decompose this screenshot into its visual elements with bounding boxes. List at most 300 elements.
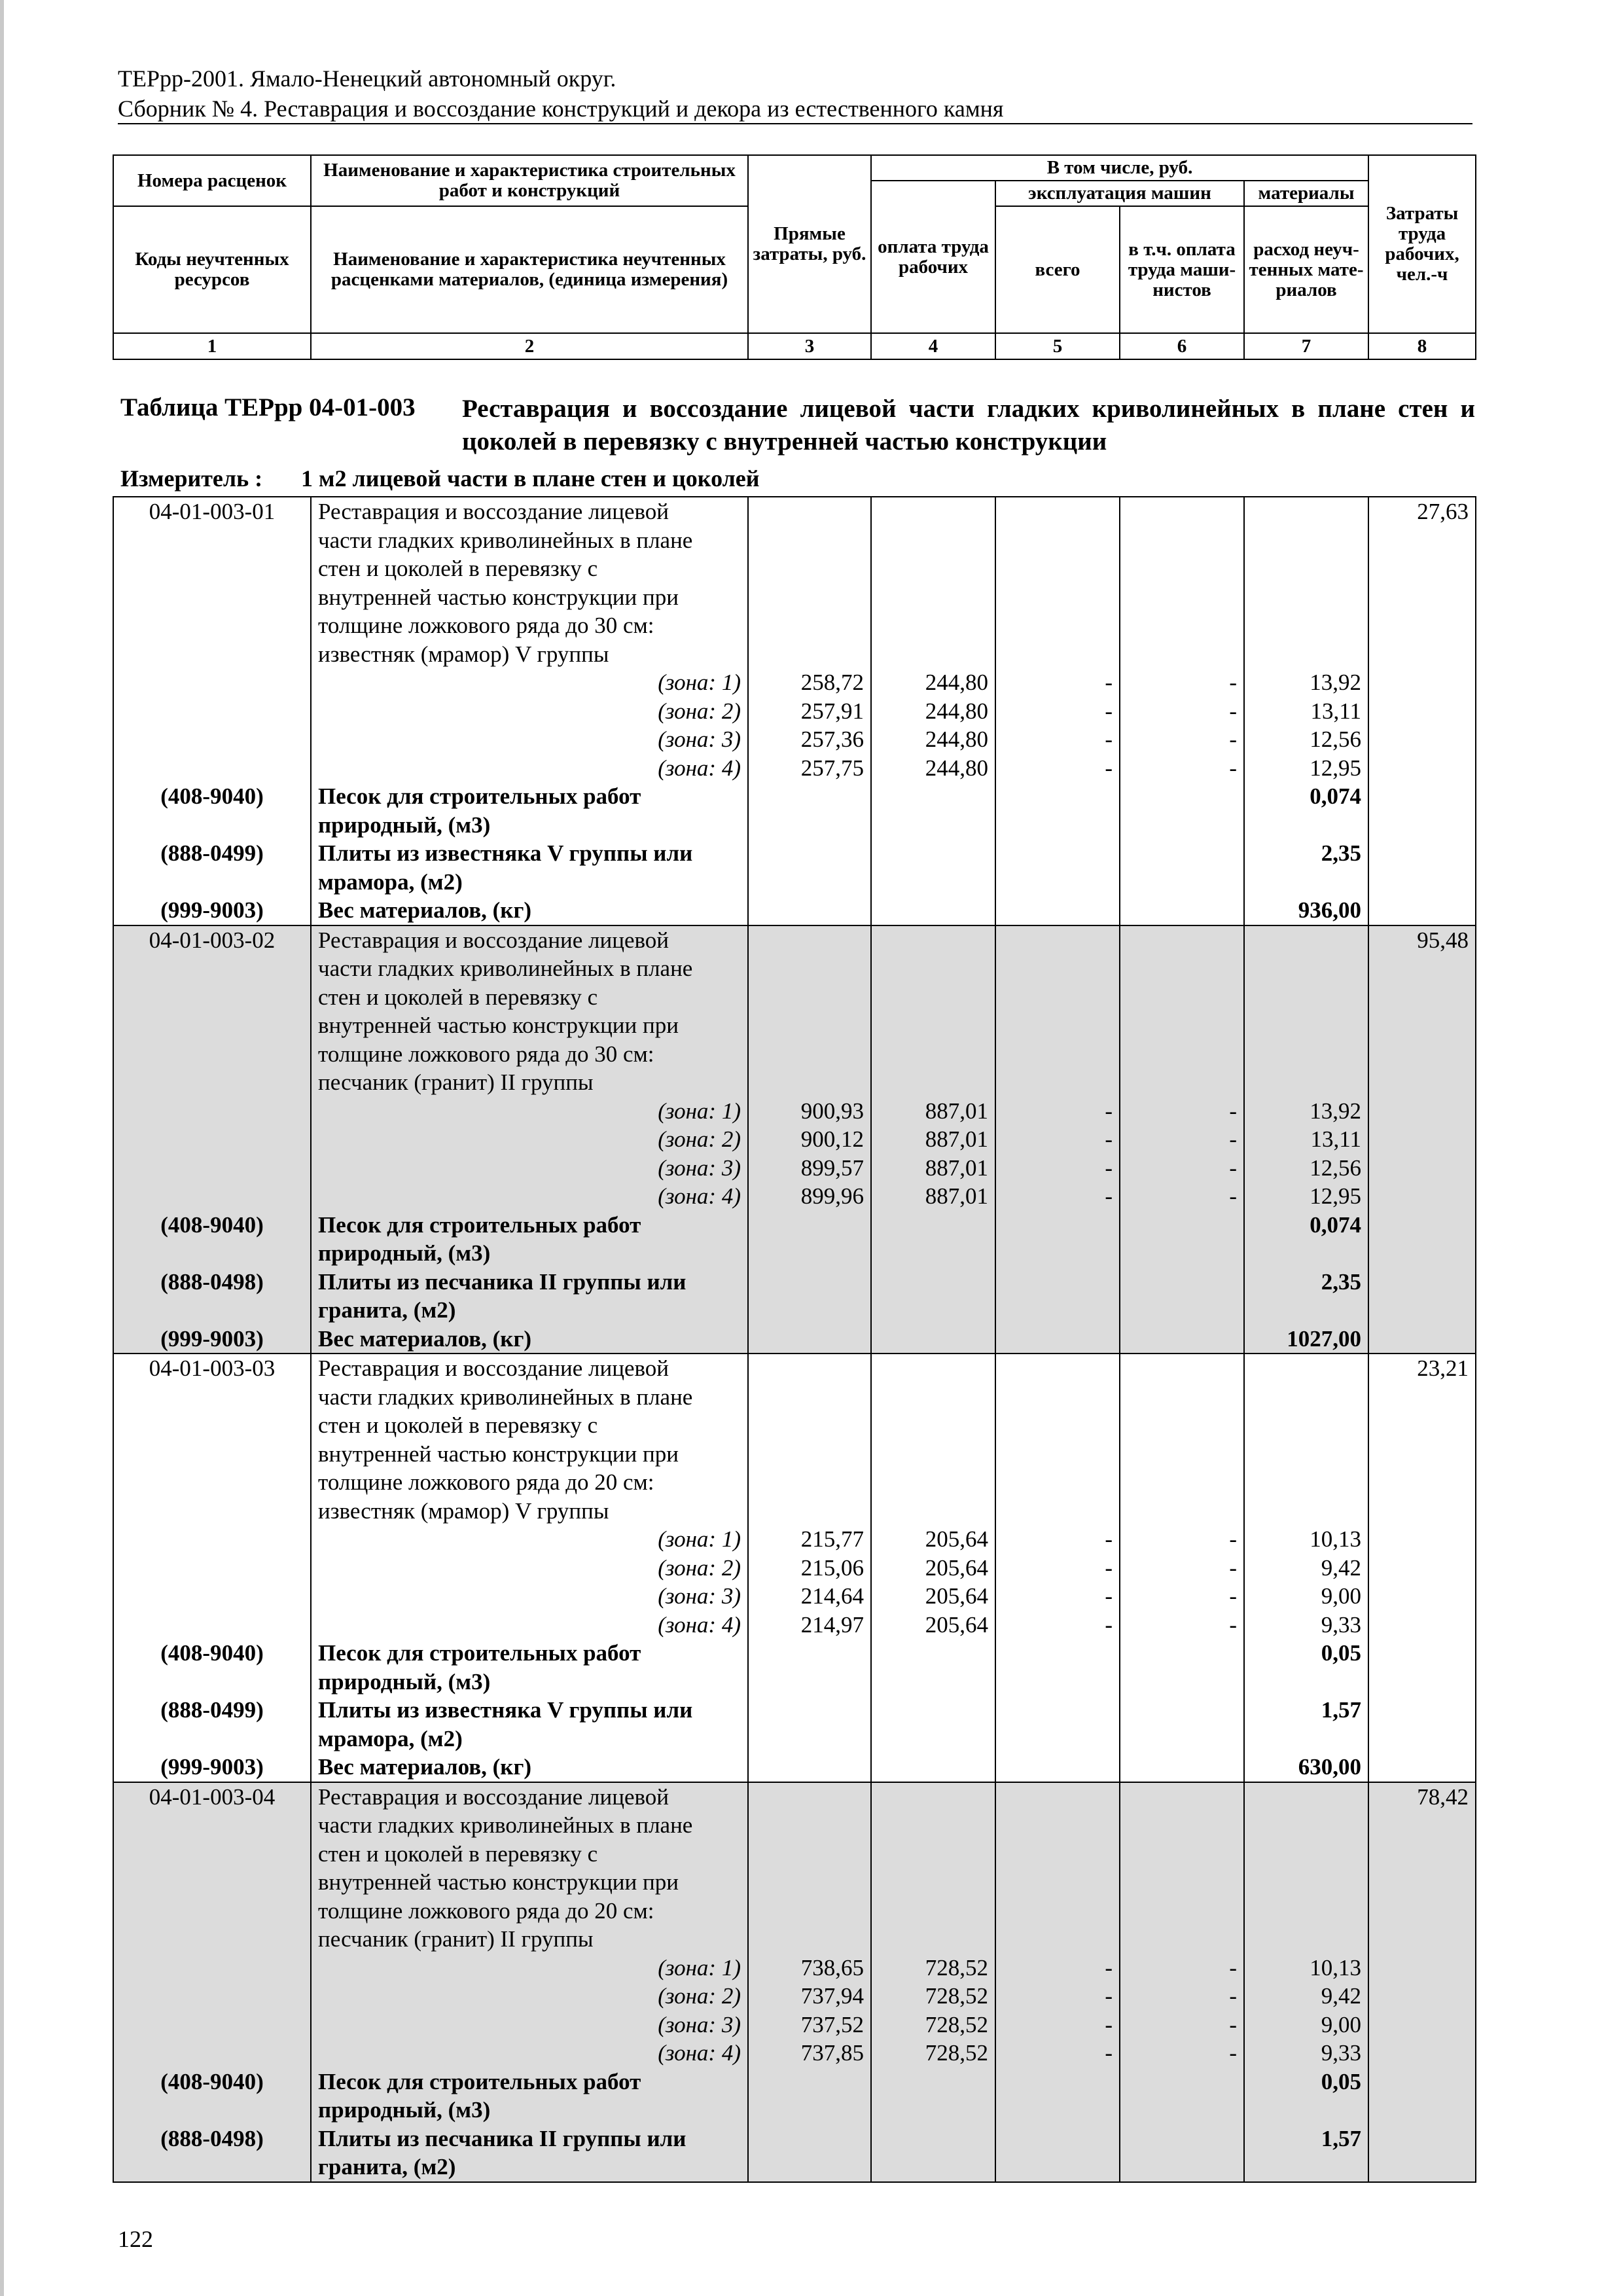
- cell-labor-hours: [1368, 2068, 1476, 2096]
- cell-machinists-pay: [1120, 611, 1244, 640]
- cell-description: известняк (мрамор) V группы: [311, 640, 748, 669]
- cell-machines-total: [995, 1268, 1120, 1297]
- cell-labor-pay: [871, 1925, 995, 1954]
- cell-code: [113, 1582, 311, 1611]
- table-row: [113, 954, 1476, 983]
- cell-machines-total: [995, 611, 1120, 640]
- table-row: [113, 896, 1476, 925]
- cell-labor-pay: 728,52: [871, 2011, 995, 2039]
- cell-machines-total: [995, 1897, 1120, 1926]
- cell-description: (зона: 1): [311, 1954, 748, 1982]
- col-num-1: 1: [113, 333, 311, 359]
- table-row: [113, 2011, 1476, 2039]
- cell-direct-cost: [748, 583, 871, 612]
- cell-machines-total: [995, 1668, 1120, 1696]
- cell-code: [113, 1525, 311, 1554]
- cell-code: [113, 1383, 311, 1412]
- cell-labor-hours: [1368, 1753, 1476, 1782]
- cell-direct-cost: 257,91: [748, 697, 871, 726]
- cell-direct-cost: 899,57: [748, 1154, 871, 1183]
- cell-code: [113, 868, 311, 897]
- cell-direct-cost: [748, 1811, 871, 1840]
- cell-materials: [1244, 811, 1368, 840]
- cell-machinists-pay: [1120, 1068, 1244, 1097]
- cell-code: [113, 1440, 311, 1469]
- cell-labor-hours: [1368, 1868, 1476, 1897]
- table-row: [113, 1468, 1476, 1497]
- cell-direct-cost: 257,36: [748, 725, 871, 754]
- cell-direct-cost: 258,72: [748, 668, 871, 697]
- cell-labor-hours: [1368, 1125, 1476, 1154]
- cell-description: природный, (м3): [311, 2096, 748, 2125]
- cell-machines-total: [995, 1211, 1120, 1240]
- cell-machines-total: [995, 2153, 1120, 2182]
- cell-machinists-pay: [1120, 1011, 1244, 1040]
- cell-labor-hours: [1368, 1582, 1476, 1611]
- cell-machines-total: -: [995, 1125, 1120, 1154]
- cell-machinists-pay: -: [1120, 1154, 1244, 1183]
- cell-machines-total: -: [995, 1611, 1120, 1640]
- cell-labor-pay: [871, 1068, 995, 1097]
- col-num-6: 6: [1120, 333, 1244, 359]
- cell-machines-total: [995, 2096, 1120, 2125]
- cell-materials: [1244, 1239, 1368, 1268]
- cell-labor-pay: [871, 1296, 995, 1325]
- cell-machines-total: [995, 1725, 1120, 1753]
- cell-machinists-pay: -: [1120, 668, 1244, 697]
- cell-description: Песок для строительных работ: [311, 782, 748, 811]
- cell-labor-hours: [1368, 811, 1476, 840]
- cell-direct-cost: 899,96: [748, 1182, 871, 1211]
- cell-direct-cost: [748, 1239, 871, 1268]
- cell-materials: 10,13: [1244, 1954, 1368, 1982]
- cell-machines-total: [995, 868, 1120, 897]
- col-vsego-header: всего: [995, 206, 1120, 333]
- cell-description: природный, (м3): [311, 811, 748, 840]
- cell-description: Плиты из известняка V группы или: [311, 1696, 748, 1725]
- table-row: [113, 526, 1476, 555]
- cell-labor-hours: [1368, 640, 1476, 669]
- cell-code: [113, 1925, 311, 1954]
- cell-machinists-pay: -: [1120, 1982, 1244, 2011]
- table-row: [113, 1154, 1476, 1183]
- cell-materials: 12,95: [1244, 1182, 1368, 1211]
- cell-direct-cost: [748, 611, 871, 640]
- table-row: [113, 1811, 1476, 1840]
- cell-machines-total: [995, 983, 1120, 1012]
- col-zatraty-header: Затраты труда рабочих, чел.-ч: [1368, 155, 1476, 333]
- cell-code: [113, 668, 311, 697]
- cell-labor-hours: [1368, 1954, 1476, 1982]
- cell-description: природный, (м3): [311, 1239, 748, 1268]
- cell-labor-hours: [1368, 1411, 1476, 1440]
- cell-machines-total: [995, 583, 1120, 612]
- cell-machinists-pay: [1120, 1296, 1244, 1325]
- cell-labor-hours: [1368, 1325, 1476, 1354]
- cell-description: толщине ложкового ряда до 30 см:: [311, 1040, 748, 1069]
- table-row: [113, 1011, 1476, 1040]
- col-num-5: 5: [995, 333, 1120, 359]
- cell-description: песчаник (гранит) II группы: [311, 1068, 748, 1097]
- cell-description: части гладких криволинейных в плане: [311, 1383, 748, 1412]
- cell-labor-pay: [871, 1782, 995, 1812]
- col-materialy-header: материалы: [1244, 181, 1368, 206]
- cell-code: (999-9003): [113, 1325, 311, 1354]
- cell-materials: [1244, 640, 1368, 669]
- cell-description: (зона: 2): [311, 697, 748, 726]
- col-vtch-header: в т.ч. оплата труда маши- нистов: [1120, 206, 1244, 333]
- cell-code: (888-0498): [113, 2125, 311, 2153]
- cell-materials: 0,074: [1244, 782, 1368, 811]
- cell-code: [113, 1897, 311, 1926]
- cell-direct-cost: [748, 1725, 871, 1753]
- cell-labor-hours: [1368, 1639, 1476, 1668]
- cell-direct-cost: [748, 1068, 871, 1097]
- cell-labor-hours: [1368, 2125, 1476, 2153]
- cell-direct-cost: 900,12: [748, 1125, 871, 1154]
- cell-materials: 13,11: [1244, 697, 1368, 726]
- cell-materials: [1244, 1296, 1368, 1325]
- table-row: [113, 1954, 1476, 1982]
- cell-code: [113, 640, 311, 669]
- cell-labor-pay: 244,80: [871, 697, 995, 726]
- cell-labor-pay: [871, 1468, 995, 1497]
- table-row: [113, 1611, 1476, 1640]
- cell-code: [113, 2153, 311, 2182]
- cell-materials: 936,00: [1244, 896, 1368, 925]
- col-num-4: 4: [871, 333, 995, 359]
- cell-code: [113, 1239, 311, 1268]
- cell-direct-cost: [748, 1211, 871, 1240]
- cell-machines-total: [995, 1782, 1120, 1812]
- table-row: [113, 2039, 1476, 2068]
- cell-labor-pay: 205,64: [871, 1582, 995, 1611]
- cell-description: известняк (мрамор) V группы: [311, 1497, 748, 1526]
- cell-description: внутренней частью конструкции при: [311, 1011, 748, 1040]
- table-row: [113, 983, 1476, 1012]
- cell-machines-total: -: [995, 668, 1120, 697]
- cell-materials: [1244, 954, 1368, 983]
- cell-labor-pay: [871, 1411, 995, 1440]
- cell-labor-pay: [871, 1840, 995, 1869]
- header-rule: [118, 123, 1472, 124]
- cell-labor-hours: [1368, 1668, 1476, 1696]
- cell-labor-hours: [1368, 2039, 1476, 2068]
- cell-machinists-pay: [1120, 497, 1244, 526]
- cell-description: (зона: 4): [311, 754, 748, 783]
- cell-direct-cost: [748, 1040, 871, 1069]
- header-title: ТЕРрр-2001. Ямало-Ненецкий автономный округ.: [118, 65, 616, 92]
- cell-direct-cost: [748, 2125, 871, 2153]
- cell-labor-hours: [1368, 1011, 1476, 1040]
- cell-machinists-pay: [1120, 839, 1244, 868]
- cell-machines-total: [995, 1325, 1120, 1354]
- cell-machines-total: -: [995, 2011, 1120, 2039]
- cell-description: Песок для строительных работ: [311, 1639, 748, 1668]
- cell-labor-pay: [871, 526, 995, 555]
- cell-machinists-pay: [1120, 1211, 1244, 1240]
- cell-direct-cost: [748, 1354, 871, 1383]
- cell-code: 04-01-003-03: [113, 1354, 311, 1383]
- cell-materials: [1244, 868, 1368, 897]
- cell-materials: [1244, 1668, 1368, 1696]
- cell-materials: [1244, 583, 1368, 612]
- cell-labor-hours: [1368, 1725, 1476, 1753]
- cell-machinists-pay: -: [1120, 1182, 1244, 1211]
- cell-machinists-pay: -: [1120, 754, 1244, 783]
- cell-machinists-pay: [1120, 1325, 1244, 1354]
- cell-labor-hours: [1368, 983, 1476, 1012]
- table-row: [113, 1897, 1476, 1926]
- table-row: [113, 811, 1476, 840]
- cell-machinists-pay: -: [1120, 1125, 1244, 1154]
- cell-code: (408-9040): [113, 782, 311, 811]
- cell-code: [113, 1954, 311, 1982]
- cell-direct-cost: 214,64: [748, 1582, 871, 1611]
- cell-description: стен и цоколей в перевязку с: [311, 1411, 748, 1440]
- table-row: [113, 1668, 1476, 1696]
- table-row: [113, 1354, 1476, 1383]
- cell-materials: 0,05: [1244, 1639, 1368, 1668]
- cell-labor-hours: [1368, 896, 1476, 925]
- cell-labor-hours: [1368, 1696, 1476, 1725]
- cell-materials: [1244, 1811, 1368, 1840]
- cell-machines-total: [995, 1868, 1120, 1897]
- cell-labor-pay: [871, 1383, 995, 1412]
- cell-code: [113, 1668, 311, 1696]
- cell-labor-pay: [871, 554, 995, 583]
- cell-labor-hours: [1368, 868, 1476, 897]
- cell-machines-total: [995, 1925, 1120, 1954]
- cell-description: Реставрация и воссоздание лицевой: [311, 497, 748, 526]
- table-label: Таблица ТЕРрр 04-01-003: [120, 393, 416, 422]
- cell-materials: 9,33: [1244, 2039, 1368, 2068]
- cell-machines-total: [995, 925, 1120, 955]
- cell-direct-cost: 215,06: [748, 1554, 871, 1583]
- table-row: [113, 611, 1476, 640]
- table-row: [113, 2153, 1476, 2182]
- cell-code: (888-0499): [113, 1696, 311, 1725]
- cell-code: [113, 1125, 311, 1154]
- table-row: [113, 697, 1476, 726]
- cell-labor-pay: [871, 1897, 995, 1926]
- cell-labor-hours: 23,21: [1368, 1354, 1476, 1383]
- table-row: [113, 1440, 1476, 1469]
- page-number: 122: [118, 2226, 153, 2252]
- cell-direct-cost: [748, 2096, 871, 2125]
- cell-labor-pay: [871, 583, 995, 612]
- cell-machinists-pay: -: [1120, 1097, 1244, 1126]
- cell-machinists-pay: [1120, 1040, 1244, 1069]
- table-row: [113, 1182, 1476, 1211]
- table-row: [113, 1268, 1476, 1297]
- cell-labor-hours: [1368, 1897, 1476, 1926]
- cell-machinists-pay: -: [1120, 1525, 1244, 1554]
- cell-materials: [1244, 1925, 1368, 1954]
- cell-machinists-pay: [1120, 1239, 1244, 1268]
- cell-materials: 2,35: [1244, 839, 1368, 868]
- cell-machinists-pay: [1120, 1497, 1244, 1526]
- cell-machinists-pay: [1120, 554, 1244, 583]
- cell-labor-hours: [1368, 2096, 1476, 2125]
- cell-machinists-pay: [1120, 896, 1244, 925]
- cell-code: [113, 811, 311, 840]
- cell-labor-hours: [1368, 1468, 1476, 1497]
- cell-machines-total: [995, 1753, 1120, 1782]
- cell-code: [113, 1040, 311, 1069]
- cell-labor-pay: [871, 811, 995, 840]
- table-row: [113, 1525, 1476, 1554]
- cell-direct-cost: [748, 526, 871, 555]
- cell-labor-hours: [1368, 954, 1476, 983]
- cell-code: [113, 583, 311, 612]
- table-row: [113, 1639, 1476, 1668]
- col-num-3: 3: [748, 333, 871, 359]
- cell-machines-total: [995, 1296, 1120, 1325]
- header-subtitle: Сборник № 4. Реставрация и воссоздание конструкций и декора из естественного камня: [118, 96, 1004, 122]
- cell-labor-hours: [1368, 1040, 1476, 1069]
- col-num-2: 2: [311, 333, 748, 359]
- cell-direct-cost: 215,77: [748, 1525, 871, 1554]
- cell-machinists-pay: -: [1120, 1611, 1244, 1640]
- cell-materials: 9,00: [1244, 1582, 1368, 1611]
- cell-labor-pay: [871, 1440, 995, 1469]
- cell-materials: 1027,00: [1244, 1325, 1368, 1354]
- cell-labor-hours: [1368, 1497, 1476, 1526]
- cell-description: песчаник (гранит) II группы: [311, 1925, 748, 1954]
- cell-description: Реставрация и воссоздание лицевой: [311, 925, 748, 955]
- cell-direct-cost: [748, 2068, 871, 2096]
- cell-description: части гладких криволинейных в плане: [311, 1811, 748, 1840]
- table-row: [113, 1211, 1476, 1240]
- cell-labor-hours: [1368, 1068, 1476, 1097]
- cell-description: Реставрация и воссоздание лицевой: [311, 1782, 748, 1812]
- cell-materials: 9,42: [1244, 1554, 1368, 1583]
- cell-direct-cost: [748, 1840, 871, 1869]
- cell-machines-total: -: [995, 725, 1120, 754]
- cell-machines-total: [995, 1639, 1120, 1668]
- cell-machinists-pay: [1120, 868, 1244, 897]
- cell-labor-pay: 887,01: [871, 1182, 995, 1211]
- col-kody-header: Коды неучтенных ресурсов: [113, 206, 311, 333]
- cell-labor-pay: [871, 1868, 995, 1897]
- cell-labor-hours: [1368, 668, 1476, 697]
- cell-labor-hours: [1368, 1611, 1476, 1640]
- cell-code: [113, 1611, 311, 1640]
- cell-direct-cost: [748, 1668, 871, 1696]
- cell-machines-total: [995, 1011, 1120, 1040]
- cell-labor-pay: [871, 954, 995, 983]
- table-row: [113, 583, 1476, 612]
- table-row: [113, 1554, 1476, 1583]
- cell-machinists-pay: [1120, 526, 1244, 555]
- cell-machinists-pay: [1120, 811, 1244, 840]
- cell-labor-pay: [871, 497, 995, 526]
- cell-machines-total: [995, 1354, 1120, 1383]
- cell-machinists-pay: [1120, 1868, 1244, 1897]
- cell-direct-cost: [748, 1925, 871, 1954]
- table-row: [113, 1782, 1476, 1812]
- cell-labor-hours: [1368, 1440, 1476, 1469]
- cell-materials: 2,35: [1244, 1268, 1368, 1297]
- cell-direct-cost: 737,85: [748, 2039, 871, 2068]
- col-naimen-header: Наименование и характеристика строительных работ и конструкций: [311, 155, 748, 206]
- cell-code: 04-01-003-02: [113, 925, 311, 955]
- cell-materials: [1244, 925, 1368, 955]
- cell-labor-hours: [1368, 526, 1476, 555]
- cell-code: [113, 1497, 311, 1526]
- cell-machinists-pay: -: [1120, 2039, 1244, 2068]
- cell-machinists-pay: -: [1120, 1554, 1244, 1583]
- cell-direct-cost: 900,93: [748, 1097, 871, 1126]
- cell-labor-pay: [871, 782, 995, 811]
- cell-code: [113, 1068, 311, 1097]
- cell-description: стен и цоколей в перевязку с: [311, 554, 748, 583]
- cell-labor-pay: 205,64: [871, 1554, 995, 1583]
- cell-materials: [1244, 1868, 1368, 1897]
- cell-machines-total: [995, 954, 1120, 983]
- table-row: [113, 1383, 1476, 1412]
- cell-code: [113, 1182, 311, 1211]
- cell-labor-hours: [1368, 1097, 1476, 1126]
- cell-labor-pay: [871, 896, 995, 925]
- price-table: [113, 496, 1476, 2183]
- cell-labor-hours: [1368, 1982, 1476, 2011]
- table-row: [113, 725, 1476, 754]
- table-row: [113, 1925, 1476, 1954]
- cell-materials: [1244, 554, 1368, 583]
- cell-materials: 12,56: [1244, 725, 1368, 754]
- cell-direct-cost: [748, 954, 871, 983]
- table-row: [113, 782, 1476, 811]
- cell-description: Вес материалов, (кг): [311, 1753, 748, 1782]
- cell-materials: 10,13: [1244, 1525, 1368, 1554]
- cell-direct-cost: [748, 983, 871, 1012]
- cell-direct-cost: 737,52: [748, 2011, 871, 2039]
- cell-machinists-pay: [1120, 1668, 1244, 1696]
- table-title: Реставрация и воссоздание лицевой части гладких криволинейных в плане стен и цоколей в перевязку с внутренней частью конструкции: [462, 395, 1475, 456]
- cell-machinists-pay: -: [1120, 725, 1244, 754]
- cell-code: [113, 526, 311, 555]
- cell-machinists-pay: [1120, 925, 1244, 955]
- cell-machines-total: [995, 839, 1120, 868]
- column-header-table: [113, 154, 1476, 360]
- cell-code: 04-01-003-04: [113, 1782, 311, 1812]
- cell-code: [113, 2096, 311, 2125]
- cell-machinists-pay: [1120, 1383, 1244, 1412]
- cell-direct-cost: [748, 640, 871, 669]
- cell-description: (зона: 4): [311, 2039, 748, 2068]
- cell-code: (408-9040): [113, 2068, 311, 2096]
- cell-code: [113, 1811, 311, 1840]
- cell-code: [113, 1097, 311, 1126]
- table-row: [113, 868, 1476, 897]
- cell-description: толщине ложкового ряда до 20 см:: [311, 1897, 748, 1926]
- cell-code: (408-9040): [113, 1211, 311, 1240]
- cell-machines-total: [995, 2125, 1120, 2153]
- cell-direct-cost: 257,75: [748, 754, 871, 783]
- cell-materials: [1244, 2096, 1368, 2125]
- table-row: [113, 640, 1476, 669]
- cell-labor-hours: [1368, 611, 1476, 640]
- cell-description: мрамора, (м2): [311, 1725, 748, 1753]
- cell-code: 04-01-003-01: [113, 497, 311, 526]
- cell-code: [113, 1468, 311, 1497]
- cell-labor-pay: [871, 868, 995, 897]
- table-row: [113, 1296, 1476, 1325]
- cell-description: гранита, (м2): [311, 2153, 748, 2182]
- cell-materials: [1244, 2153, 1368, 2182]
